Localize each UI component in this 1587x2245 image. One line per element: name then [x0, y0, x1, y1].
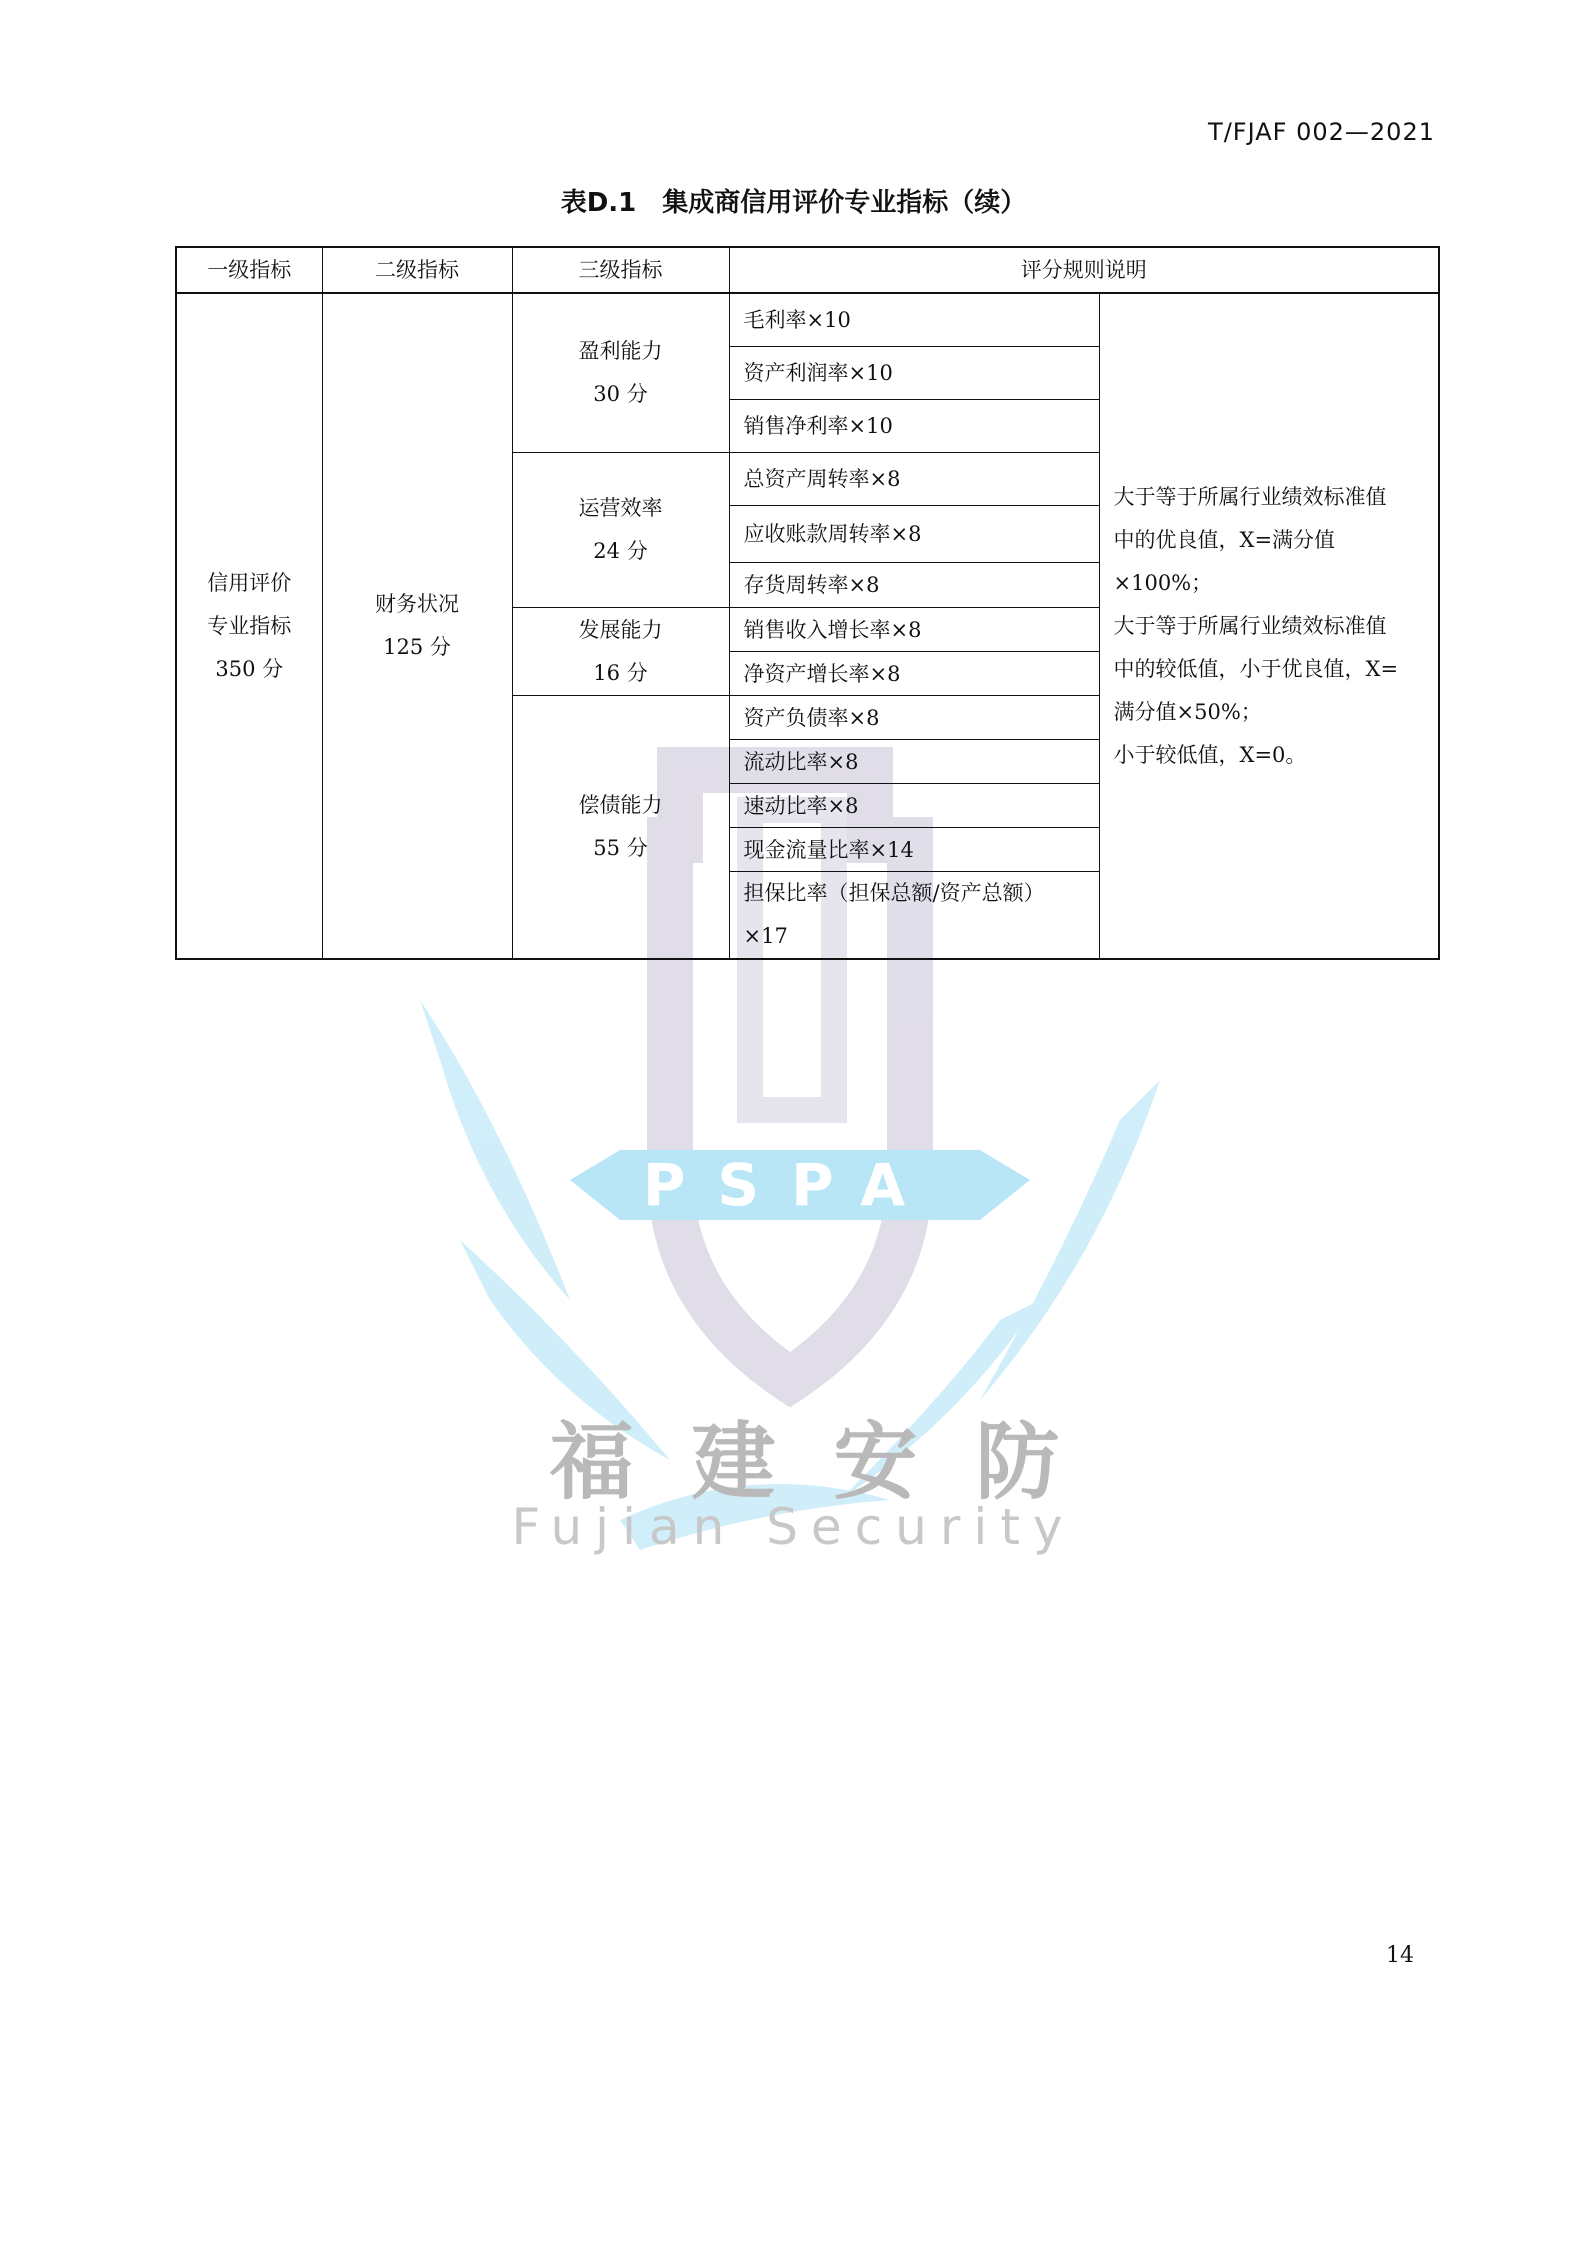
description-line: 大于等于所属行业绩效标准值 — [1113, 484, 1387, 509]
level3-name: 发展能力 — [578, 617, 663, 642]
header-level1: 一级指标 — [176, 247, 322, 293]
watermark-chinese-text: 福建安防 — [549, 1412, 1118, 1511]
table-row — [176, 293, 1439, 347]
header-level2: 二级指标 — [322, 247, 512, 293]
table-header-row — [176, 247, 1439, 293]
level3-cell-profitability — [512, 293, 729, 453]
description-line: 满分值×50%； — [1113, 699, 1262, 724]
table-title — [0, 182, 1587, 219]
rule-cell: 现金流量比率×14 — [729, 828, 1099, 872]
level3-score: 24 分 — [593, 539, 648, 563]
level3-score: 30 分 — [593, 382, 648, 406]
document-code: T/FJAF 002—2021 — [1208, 118, 1435, 146]
description-line: 中的优良值，X=满分值×100%； — [1113, 527, 1336, 595]
rule-cell: 资产负债率×8 — [729, 696, 1099, 740]
level3-cell-operating-efficiency — [512, 453, 729, 608]
level3-name: 运营效率 — [578, 496, 663, 520]
rule-cell: 总资产周转率×8 — [729, 453, 1099, 506]
level1-cell — [176, 293, 322, 959]
level3-name: 盈利能力 — [578, 339, 663, 363]
page-number: 14 — [1386, 1943, 1414, 1968]
level3-name: 偿债能力 — [578, 793, 663, 817]
rule-cell: 流动比率×8 — [729, 740, 1099, 784]
scoring-description-cell — [1099, 293, 1439, 959]
level2-name: 财务状况 — [375, 592, 459, 616]
rule-cell: 毛利率×10 — [729, 293, 1099, 347]
rule-cell — [729, 872, 1099, 960]
level3-cell-solvency — [512, 696, 729, 960]
level3-score: 55 分 — [593, 836, 648, 860]
level1-name-line2: 专业指标 — [207, 613, 292, 638]
level1-score: 350 分 — [215, 656, 284, 681]
watermark-badge-text: PSPA — [642, 1151, 938, 1219]
level2-score: 125 分 — [383, 635, 451, 659]
rule-cell: 资产利润率×10 — [729, 347, 1099, 400]
description-line: 小于较低值，X=0。 — [1113, 742, 1307, 767]
header-level3: 三级指标 — [512, 247, 729, 293]
level3-cell-development — [512, 608, 729, 696]
rule-cell: 销售收入增长率×8 — [729, 608, 1099, 652]
rule-cell: 存货周转率×8 — [729, 563, 1099, 608]
description-line: 大于等于所属行业绩效标准值 — [1113, 613, 1387, 638]
credit-indicator-table — [175, 246, 1440, 960]
table-number: 表D.1 — [560, 188, 637, 218]
rule-cell: 净资产增长率×8 — [729, 652, 1099, 696]
level3-score: 16 分 — [593, 660, 648, 685]
rule-line: ×17 — [743, 924, 788, 948]
level2-cell — [322, 293, 512, 959]
rule-cell: 销售净利率×10 — [729, 400, 1099, 453]
rule-line: 担保比率（担保总额/资产总额） — [743, 881, 1045, 905]
level1-name: 信用评价 — [207, 570, 292, 595]
table-caption: 集成商信用评价专业指标（续） — [662, 188, 1027, 218]
watermark-english-text: Fujian Security — [511, 1498, 1076, 1556]
rule-cell: 速动比率×8 — [729, 784, 1099, 828]
description-line: 中的较低值，小于优良值，X= — [1113, 656, 1399, 681]
header-rules: 评分规则说明 — [729, 247, 1439, 293]
rule-cell: 应收账款周转率×8 — [729, 506, 1099, 563]
